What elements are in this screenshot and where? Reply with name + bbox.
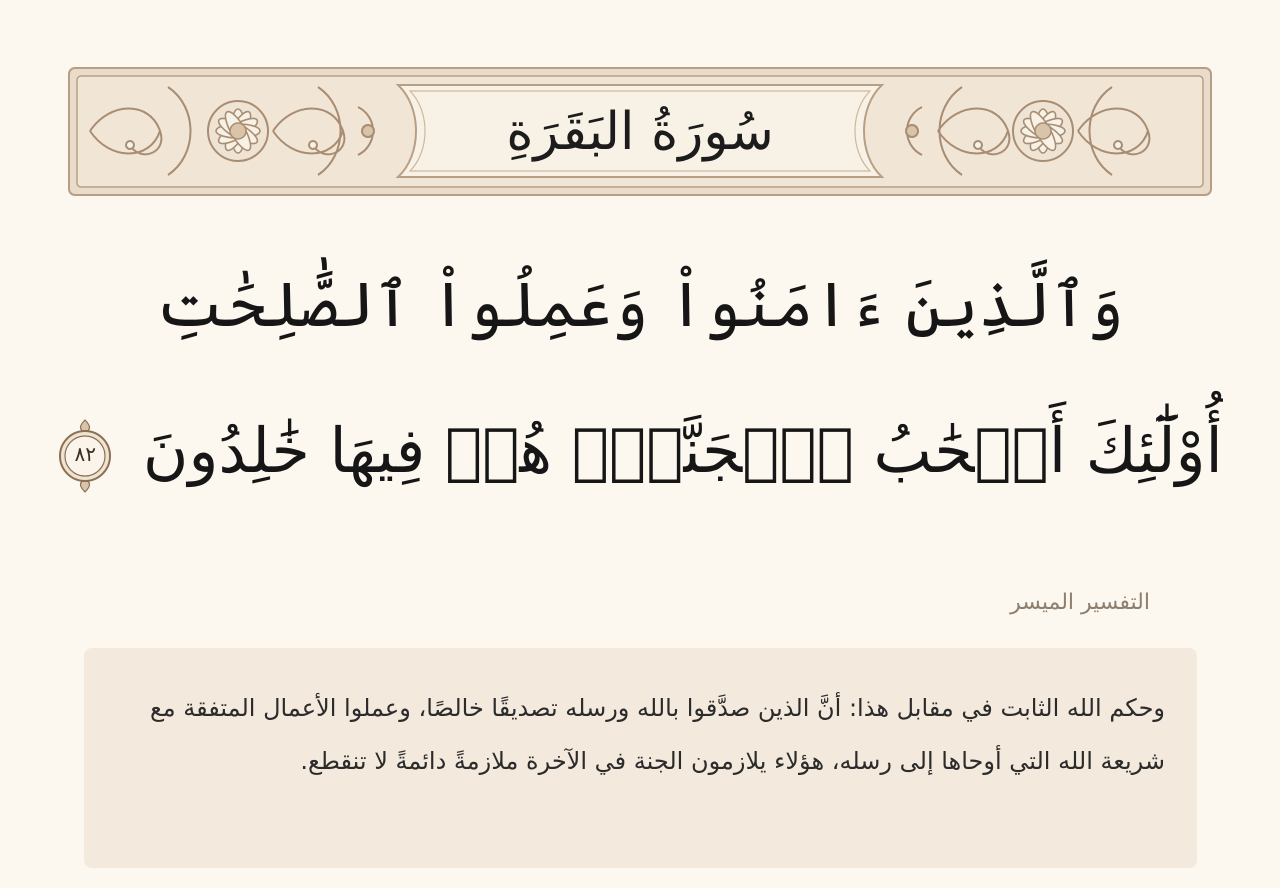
ayah-number-marker — [57, 418, 113, 494]
surah-title: سُورَةُ البَقَرَةِ — [506, 101, 774, 162]
tafsir-box — [84, 648, 1197, 868]
title-cartouche — [398, 85, 882, 177]
tafsir-text: وحكم الله الثابت في مقابل هذا: أنَّ الذين صدَّقوا بالله ورسله تصديقًا خالصًا، وعملوا الأعمال المتفقة مع شريعة الله التي أوحاها إلى رسله، هؤلاء يلازمون الجنة في الآخرة ملازمةً دائمةً لا تنقطع. — [149, 694, 1165, 775]
ayah-number: ٨٢ — [74, 441, 96, 466]
verse-line-2 — [0, 414, 1280, 494]
tafsir-label: التفسير الميسر — [1010, 590, 1150, 615]
verse-line-1-text: وَٱلَّذِينَ ءَامَنُواْ وَعَمِلُواْ ٱلصَّٰلِحَٰتِ — [156, 268, 1124, 341]
verse-line-1 — [0, 268, 1280, 341]
verse-line-2-text: أُوْلَٰٓئِكَ أَصۡحَٰبُ ٱلۡجَنَّةِۖ هُمۡ فِيهَا خَٰلِدُونَ — [142, 414, 1223, 487]
surah-header-banner — [68, 67, 1212, 196]
ornamental-frame — [68, 67, 1212, 196]
